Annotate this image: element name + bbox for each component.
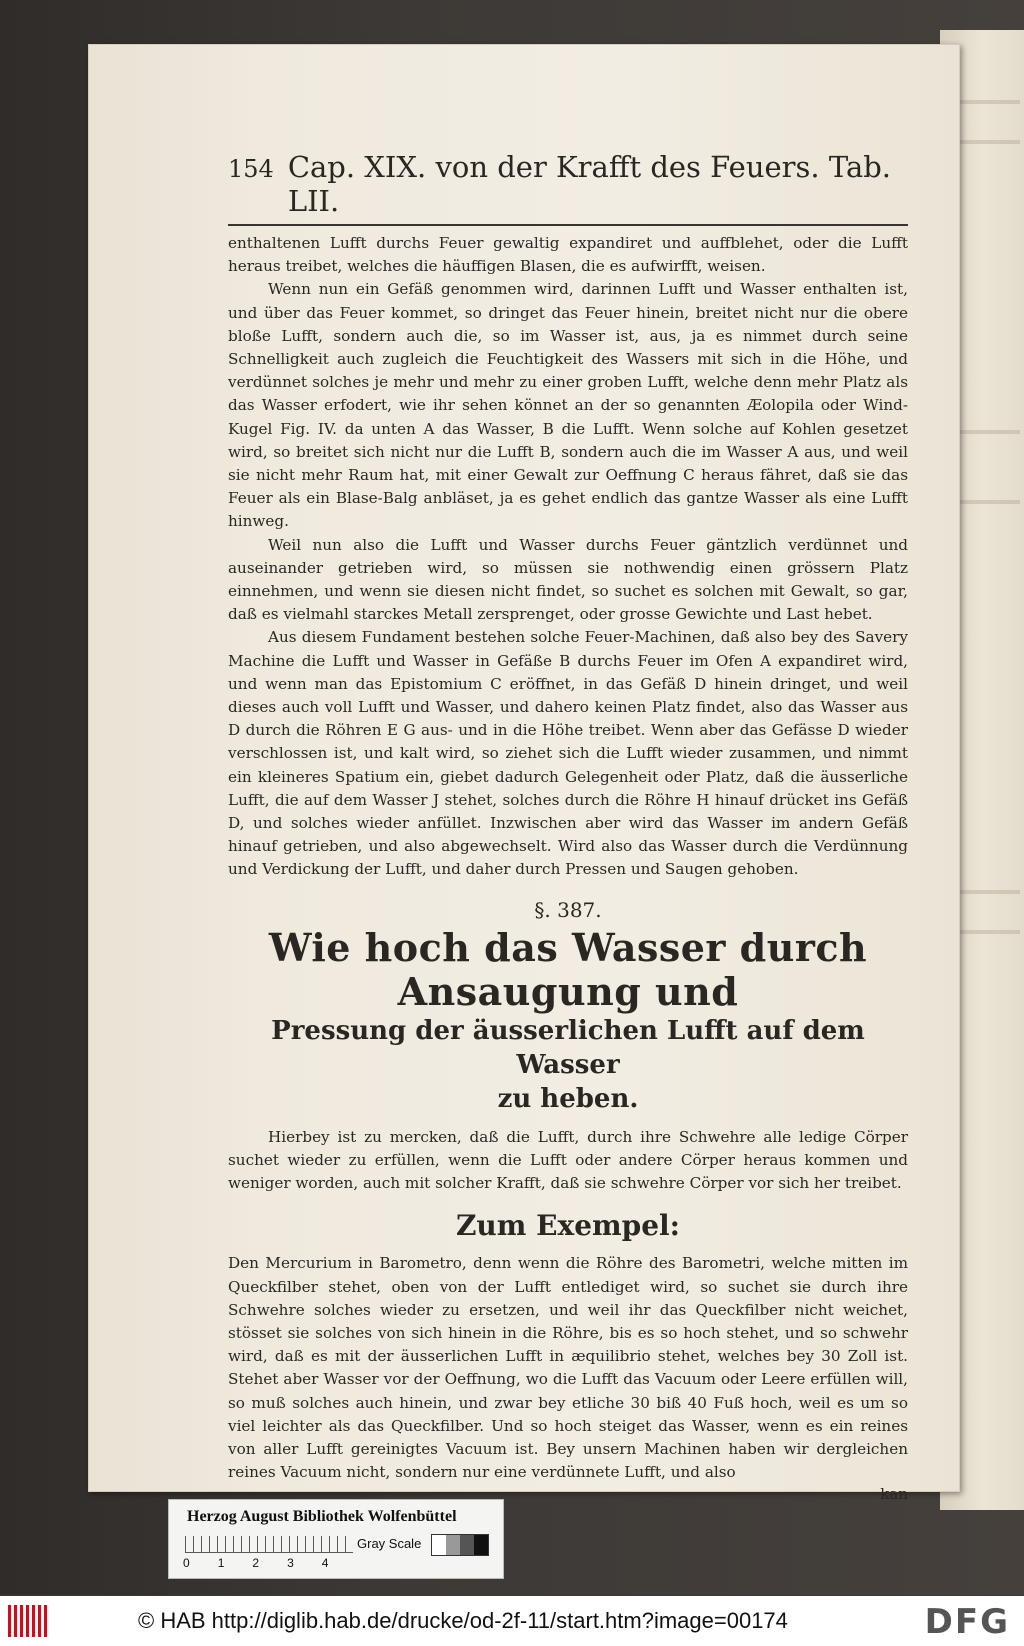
section-number: §. 387.: [534, 897, 602, 922]
gray-scale-swatch: [431, 1534, 489, 1556]
gray-scale-label: Gray Scale: [357, 1536, 422, 1551]
dfg-logo: DFG: [924, 1602, 1010, 1642]
library-label-card: [168, 1499, 504, 1579]
running-title: Cap. XIX. von der Krafft des Feuers. Tab. LII.: [287, 150, 892, 218]
institution-name: Herzog August Bibliothek Wolfenbüttel: [187, 1508, 457, 1525]
section-subtitle-2: zu heben.: [497, 1083, 639, 1114]
running-header: [228, 150, 908, 218]
paragraph-savery-machine: Aus diesem Fundament bestehen solche Feuer-Machinen, daß also bey des Savery Machine die Lufft und Wasser in Gefäße B durchs Feuer im Ofen A expandiret wird, und wenn man das Epistomium C eröffnet, in das Gefäß D hinein dringet, und weil dieses auch voll Lufft und Wasser, und dahero keinen Platz findet, also das Wasser aus D durch die Röhren E G aus- und in die Höhe treibet. Wenn aber das Gefässe D wieder verschlossen ist, und kalt wird, so ziehet sich die Lufft wieder zusammen, und nimmt ein kleineres Spatium ein, giebet dadurch Gelegenheit oder Platz, daß die äusserliche Lufft, die auf dem Wasser J stehet, solches durch die Röhre H hinauf drücket ins Gefäß D, und solches wieder anfüllet. Inzwischen aber wird das Wasser im andern Gefäß hinauf getrieben, und also abgewechselt. Wird also das Wasser durch die Verdünnung und Verdickung der Lufft, und daher durch Pressen und Saugen gehoben.: [228, 628, 908, 879]
paragraph-continuation: enthaltenen Lufft durchs Feuer gewaltig expandiret und auffblehet, oder die Lufft heraus treibet, welches die häuffigen Blasen, die es aufwirfft, weisen.: [228, 234, 908, 276]
paragraph-air-weight: Hierbey ist zu mercken, daß die Lufft, durch ihre Schwehre alle ledige Cörper suchet wieder zu erfüllen, wenn die Lufft oder andere Cörper heraus kommen und weniger worden, auch mit solcher Krafft, daß sie schwehre Cörper vor sich her treibet.: [228, 1127, 908, 1193]
section-subtitle-1: Pressung der äusserlichen Lufft auf dem Wasser: [271, 1015, 865, 1080]
section-title: Wie hoch das Wasser durch Ansaugung und: [268, 924, 868, 1014]
ruler-number: 4: [321, 1556, 329, 1570]
page-text-block: [228, 150, 908, 1504]
paragraph-aeolopila: Wenn nun ein Gefäß genommen wird, darinnen Lufft und Wasser enthalten ist, und über das Feuer kommet, so dringet das Feuer hinein, breitet nicht nur die obere bloße Lufft, sondern auch die, so im Wasser ist, aus, ja es nimmet durch seine Schnelligkeit auch zugleich die Feuchtigkeit des Wassers mit sich in die Höhe, und verdünnet solches je mehr und mehr zu einer groben Lufft, welche denn mehr Platz als das Wasser erfodert, wie ihr sehen könnet an der so genannten Æolopila oder Wind-Kugel Fig. IV. da unten A das Wasser, B die Lufft. Wenn solche auf Kohlen gesetzet wird, so breitet sich nicht nur die Lufft B, sondern auch die im Wasser A aus, und weil sie nicht mehr Raum hat, mit einer Gewalt zur Oeffnung C heraus fähret, daß sie das Feuer als ein Blase-Balg anbläset, ja es gehet endlich das gantze Wasser als eine Lufft hinweg.: [228, 280, 908, 531]
page-number: 154: [228, 155, 274, 183]
hab-logo-icon: [8, 1605, 48, 1637]
footer-bar: [0, 1596, 1024, 1646]
example-heading: Zum Exempel:: [455, 1209, 680, 1243]
paragraph-barometer: Den Mercurium in Barometro, denn wenn die Röhre des Barometri, welche mitten im Queckfilber stehet, oben von der Lufft entlediget wird, so suchet sie durch ihre Schwehre solches wieder zu ersetzen, und weil ihr das Queckfilber nicht weichet, stösset sie solches von sich hinein in die Röhre, bis es so hoch stehet, und so schwehr wird, daß es mit der äusserlichen Lufft in æquilibrio stehet, welches bey 30 Zoll ist. Stehet aber Wasser vor der Oeffnung, wo die Lufft das Vacuum oder Leere erfüllen will, so muß solches auch hinein, und zwar bey etliche 30 biß 40 Fuß hoch, weil es um so viel leichter als das Queckfilber. Und so hoch steiget das Wasser, wenn es ein reines von aller Lufft gereinigtes Vacuum ist. Bey unsern Machinen haben wir dergleichen reines Vacuum nicht, sondern nur eine verdünnete Lufft, und also: [228, 1254, 908, 1482]
ruler-numbers: [183, 1556, 383, 1570]
ruler-number: 0: [183, 1556, 190, 1570]
ruler-number: 1: [217, 1556, 225, 1570]
credit-link[interactable]: © HAB http://diglib.hab.de/drucke/od-2f-11/start.htm?image=00174: [138, 1608, 788, 1633]
ruler-number: 3: [287, 1556, 294, 1570]
paragraph-expansion: Weil nun also die Lufft und Wasser durchs Feuer gäntzlich verdünnet und auseinander getrieben wird, so müssen sie nothwendig einen grössern Platz einnehmen, und wenn sie diesen nicht findet, so suchet es solchen mit Gewalt, so gar, daß es vielmahl starckes Metall zersprenget, oder grosse Gewichte und Last hebet.: [228, 535, 908, 624]
header-rule: [228, 224, 908, 226]
ruler-number: 2: [252, 1556, 260, 1570]
measurement-ruler: [185, 1536, 353, 1553]
catchword: kan: [880, 1485, 908, 1504]
